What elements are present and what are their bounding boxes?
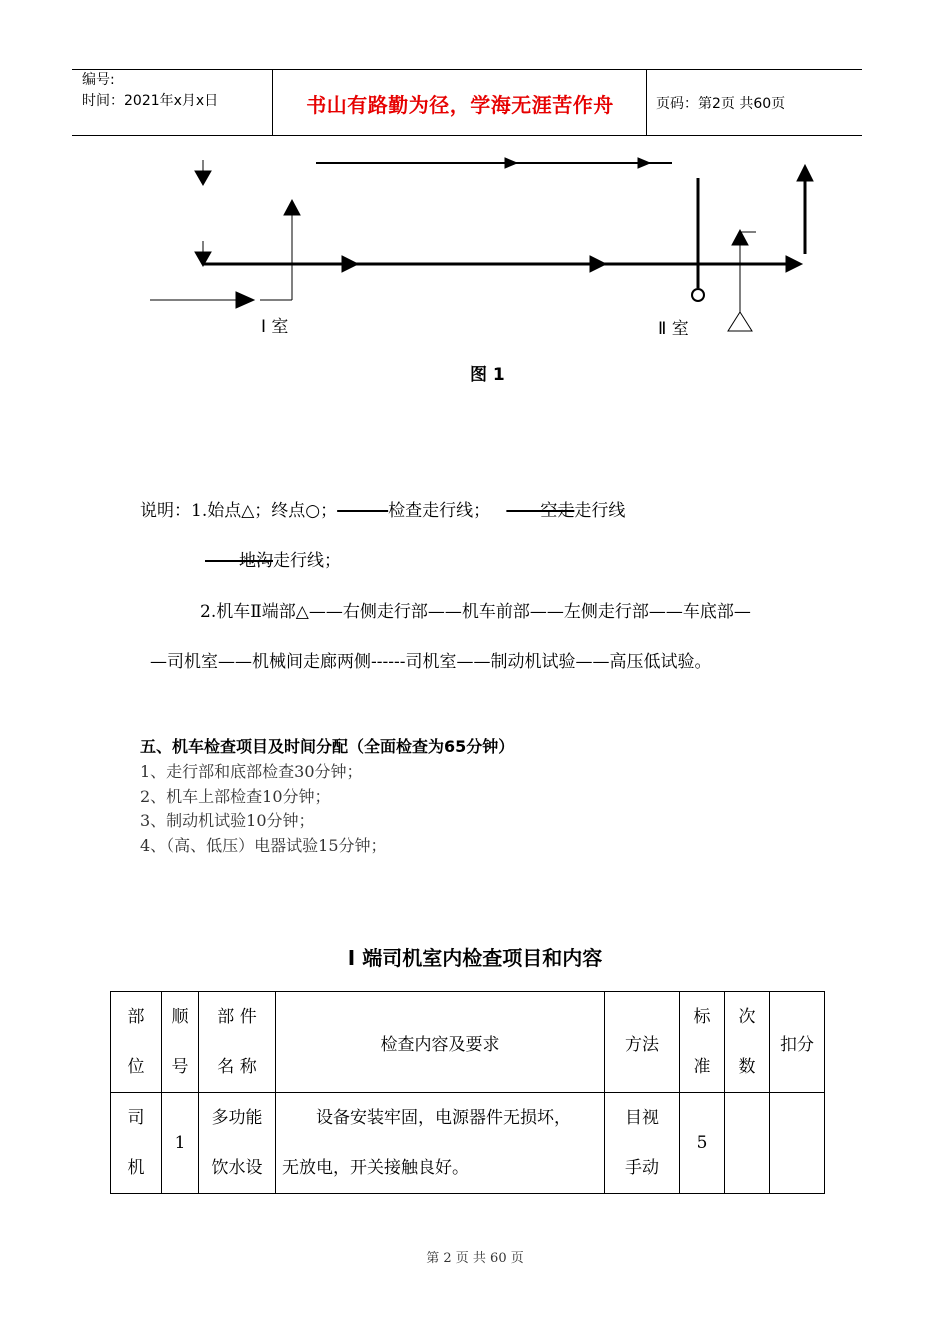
section-item: 4、（高、低压）电器试验15分钟； — [140, 836, 387, 855]
page-footer: 第 2 页 共 60 页 — [426, 1251, 524, 1266]
row-name: 多功能 饮水设 — [199, 1093, 276, 1194]
header-motto: 书山有路勤为径，学海无涯苦作舟 — [306, 93, 614, 117]
header-standard: 标 准 — [680, 992, 725, 1093]
note-line-4: —司机室——机械间走廊两侧------司机室——制动机试验——高压低试验。 — [150, 652, 712, 672]
down-arrow-1 — [195, 171, 211, 185]
route-diagram — [0, 0, 950, 350]
legend-check-label: 检查走行线； — [388, 501, 491, 521]
table-row — [111, 1093, 825, 1194]
legend-pit-line: ——地沟 — [205, 551, 273, 571]
table-header-row — [111, 992, 825, 1093]
header-name: 部 件 名 称 — [199, 992, 276, 1093]
right-up-arrow — [797, 165, 813, 181]
main-route-arrow-3 — [786, 256, 802, 272]
inspection-table — [110, 991, 825, 1194]
header-deduct: 扣分 — [770, 992, 825, 1093]
room-1-label: Ⅰ 室 — [261, 317, 289, 337]
entry-route-arrow — [236, 292, 254, 308]
note-prefix: 说明：1.始点△；终点○； — [140, 501, 338, 521]
top-route-arrow-1 — [505, 158, 517, 168]
legend-pit-label: 走行线； — [273, 551, 341, 571]
header-part: 部 位 — [111, 992, 162, 1093]
row-part: 司 机 — [111, 1093, 162, 1194]
top-route-arrow-2 — [638, 158, 650, 168]
room1-up-arrow — [284, 200, 300, 215]
row-count — [725, 1093, 770, 1194]
section-item: 1、走行部和底部检查30分钟； — [140, 762, 363, 781]
end-point-circle — [692, 289, 704, 301]
row-seq: 1 — [162, 1093, 199, 1194]
row-content: 设备安装牢固，电源器件无损坏， 无放电，开关接触良好。 — [276, 1093, 605, 1194]
header-page-info: 页码：第2页 共60页 — [656, 96, 786, 112]
figure-caption: 图 1 — [470, 365, 505, 385]
header-seq: 顺 号 — [162, 992, 199, 1093]
note-line-1 — [140, 496, 625, 521]
note-line-2 — [205, 546, 341, 571]
section-item: 2、机车上部检查10分钟； — [140, 787, 331, 806]
header-method: 方法 — [605, 992, 680, 1093]
section-title: 五、机车检查项目及时间分配（全面检查为65分钟） — [140, 737, 515, 756]
header-time: 时间：2021年x月x日 — [82, 93, 219, 109]
note-line-3: 2.机车Ⅱ端部△——右侧走行部——机车前部——左侧走行部——车底部— — [200, 602, 751, 622]
row-standard: 5 — [680, 1093, 725, 1194]
main-route-arrow-2 — [590, 256, 606, 272]
header-number: 编号: — [82, 72, 115, 88]
table-title: Ⅰ 端司机室内检查项目和内容 — [347, 946, 603, 970]
start-point-triangle — [728, 312, 752, 331]
main-route-arrow-1 — [342, 256, 358, 272]
section-item: 3、制动机试验10分钟； — [140, 811, 315, 830]
row-method: 目视 手动 — [605, 1093, 680, 1194]
legend-empty-label: 走行线 — [574, 501, 626, 521]
legend-check-line: ——— — [337, 501, 389, 521]
room-2-label: Ⅱ 室 — [658, 319, 689, 339]
row-deduct — [770, 1093, 825, 1194]
legend-empty-line: ——空走 — [506, 501, 575, 521]
header-count: 次 数 — [725, 992, 770, 1093]
header-content: 检查内容及要求 — [276, 992, 605, 1093]
